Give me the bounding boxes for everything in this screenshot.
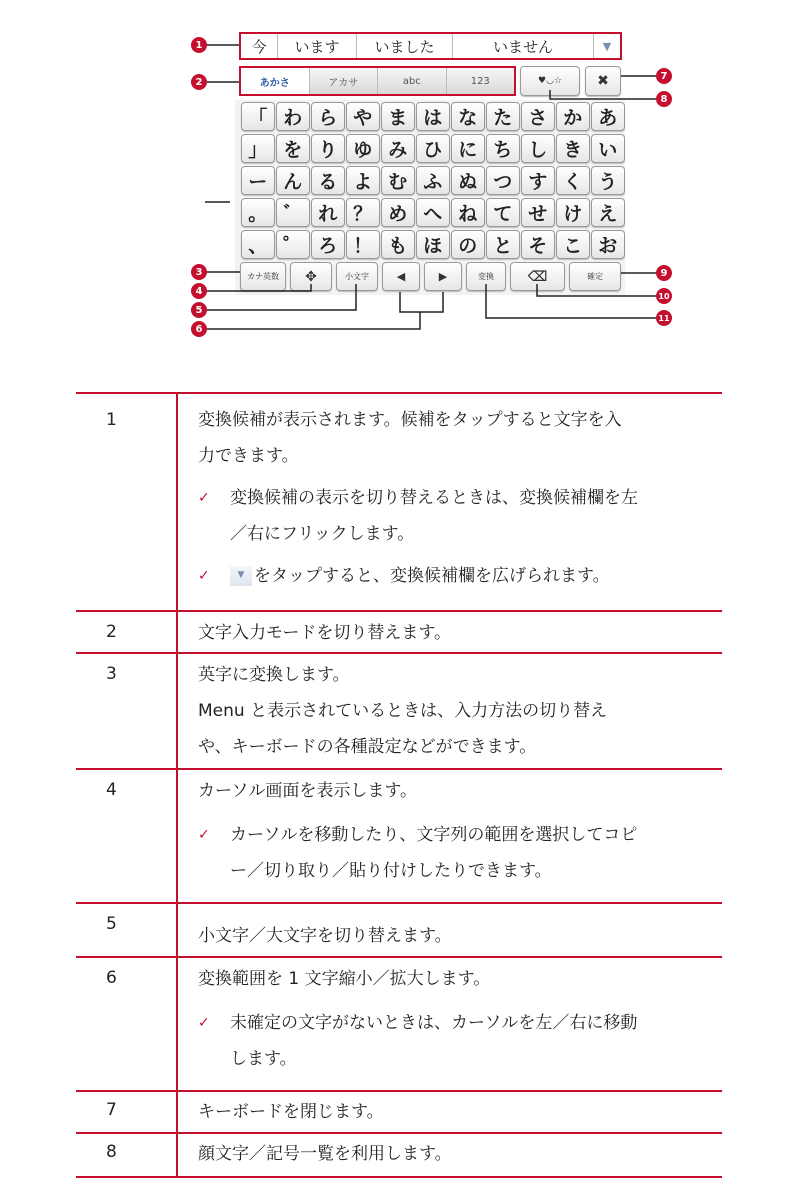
kana-key[interactable]: こ [556, 230, 590, 259]
cursor-move-icon[interactable]: ✥ [290, 262, 332, 291]
kana-key[interactable]: い [591, 134, 625, 163]
kana-key[interactable]: た [486, 102, 520, 131]
table-row [76, 1090, 722, 1134]
expand-right-icon[interactable]: ▶ [424, 262, 462, 291]
kana-key[interactable]: ろ [311, 230, 345, 259]
mode-number-tab[interactable]: 123 [447, 68, 515, 94]
kana-key[interactable]: ほ [416, 230, 450, 259]
row-number: 1 [106, 410, 117, 430]
kana-key[interactable]: き [556, 134, 590, 163]
check-icon: ✓ [198, 568, 210, 584]
kana-key[interactable]: し [521, 134, 555, 163]
row-number: 2 [106, 622, 117, 642]
table-row [76, 956, 722, 1092]
kana-key[interactable]: や [346, 102, 380, 131]
kana-key[interactable]: も [381, 230, 415, 259]
close-keyboard-button[interactable]: ✖ [585, 66, 621, 96]
candidate-item[interactable]: いました [357, 34, 453, 58]
kana-key[interactable]: わ [276, 102, 310, 131]
callout-badge: 3 [191, 264, 207, 280]
row-description: 変換範囲を 1 文字縮小／拡大します。 ✓ 未確定の文字がないときは、カーソルを左／右に移動 します。 [198, 961, 708, 1077]
candidate-item[interactable]: います [278, 34, 357, 58]
keyboard-figure [0, 0, 810, 360]
row-number: 6 [106, 968, 117, 988]
callout-badge: 4 [191, 283, 207, 299]
kana-key[interactable]: ら [311, 102, 345, 131]
mode-hiragana-tab[interactable]: あかさ [241, 68, 310, 94]
note-item: ✓ 変換候補の表示を切り替えるときは、変換候補欄を左 ／右にフリックします。 [198, 480, 708, 552]
kana-key[interactable]: せ [521, 198, 555, 227]
check-icon: ✓ [198, 827, 210, 843]
kana-key[interactable]: ま [381, 102, 415, 131]
table-row [76, 902, 722, 958]
row-description: 文字入力モードを切り替えます。 [198, 623, 451, 643]
row-number: 4 [106, 780, 117, 800]
kana-key[interactable]: 、 [241, 230, 275, 259]
table-row [76, 768, 722, 904]
kana-key[interactable]: へ [416, 198, 450, 227]
table-row [76, 652, 722, 770]
kana-key[interactable]: む [381, 166, 415, 195]
callout-badge: 2 [191, 74, 207, 90]
kana-key[interactable]: る [311, 166, 345, 195]
kana-key[interactable]: ー [241, 166, 275, 195]
kana-key[interactable]: に [451, 134, 485, 163]
kana-key[interactable]: そ [521, 230, 555, 259]
callout-badge: 1 [191, 37, 207, 53]
kana-key[interactable]: て [486, 198, 520, 227]
mode-katakana-tab[interactable]: アカサ [310, 68, 379, 94]
kana-key[interactable]: 」 [241, 134, 275, 163]
callout-lines [0, 0, 810, 360]
note-item: ✓ カーソルを移動したり、文字列の範囲を選択してコピ ー／切り取り／貼り付けしたりできます。 [198, 817, 708, 889]
kana-key[interactable]: ゆ [346, 134, 380, 163]
callout-badge: 8 [656, 91, 672, 107]
candidates-expand-icon[interactable]: ▼ [602, 39, 612, 53]
kana-key[interactable]: 「 [241, 102, 275, 131]
row-description: キーボードを閉じます。 [198, 1102, 384, 1122]
kana-key[interactable]: お [591, 230, 625, 259]
kana-key[interactable]: さ [521, 102, 555, 131]
kana-key[interactable]: を [276, 134, 310, 163]
kana-key[interactable]: り [311, 134, 345, 163]
delete-icon[interactable]: ⌫ [510, 262, 565, 291]
kana-key[interactable]: ？ [346, 198, 380, 227]
kana-key[interactable]: ん [276, 166, 310, 195]
row-description: 小文字／大文字を切り替えます。 [198, 926, 452, 946]
candidate-item[interactable]: 今 [241, 34, 278, 58]
table-row [76, 392, 722, 612]
kana-key[interactable]: め [381, 198, 415, 227]
kana-key[interactable]: は [416, 102, 450, 131]
kana-eisu-button[interactable]: カナ英数 [240, 262, 286, 291]
kana-key[interactable]: か [556, 102, 590, 131]
kana-key[interactable]: つ [486, 166, 520, 195]
callout-badge: 10 [656, 288, 672, 304]
note-item: ✓ ▼ をタップすると、変換候補欄を広げられます。 [198, 558, 708, 594]
shrink-left-icon[interactable]: ◀ [382, 262, 420, 291]
table-row [76, 610, 722, 654]
symbol-list-button[interactable]: ♥︎◡☆ [520, 66, 580, 96]
check-icon: ✓ [198, 1015, 210, 1031]
kana-key[interactable]: ゛ [276, 198, 310, 227]
row-description: カーソル画面を表示します。 ✓ カーソルを移動したり、文字列の範囲を選択してコピ ー／切り取り／貼り付けしたりできます。 [198, 773, 708, 889]
kana-key[interactable]: あ [591, 102, 625, 131]
kana-key[interactable]: ち [486, 134, 520, 163]
kana-key[interactable]: け [556, 198, 590, 227]
kana-key[interactable]: 。 [241, 198, 275, 227]
convert-button[interactable]: 変換 [466, 262, 506, 291]
kana-key[interactable]: み [381, 134, 415, 163]
candidate-item[interactable]: いません [453, 34, 594, 58]
kana-key[interactable]: う [591, 166, 625, 195]
kana-key[interactable]: と [486, 230, 520, 259]
expand-arrow-icon: ▼ [230, 566, 252, 586]
kana-key[interactable]: ぬ [451, 166, 485, 195]
row-description: 顔文字／記号一覧を利用します。 [198, 1144, 452, 1164]
row-number: 3 [106, 664, 117, 684]
kana-key[interactable]: ひ [416, 134, 450, 163]
kana-key[interactable]: ゜ [276, 230, 310, 259]
row-number: 8 [106, 1142, 117, 1162]
note-item: ✓ 未確定の文字がないときは、カーソルを左／右に移動 します。 [198, 1005, 708, 1077]
kana-key[interactable]: ！ [346, 230, 380, 259]
kana-key[interactable]: ね [451, 198, 485, 227]
callout-badge: 11 [656, 310, 672, 326]
row-description: 英字に変換します。 Menu と表示されているときは、入力方法の切り替え や、キーボードの各種設定などができます。 [198, 665, 608, 757]
kana-key[interactable]: く [556, 166, 590, 195]
confirm-button[interactable]: 確定 [569, 262, 621, 291]
kana-key[interactable]: え [591, 198, 625, 227]
kana-key[interactable]: よ [346, 166, 380, 195]
kana-key[interactable]: な [451, 102, 485, 131]
callout-badge: 7 [656, 68, 672, 84]
small-char-button[interactable]: 小文字 [336, 262, 378, 291]
row-number: 5 [106, 914, 117, 934]
kana-key[interactable]: す [521, 166, 555, 195]
callout-badge: 9 [656, 265, 672, 281]
kana-key[interactable]: ふ [416, 166, 450, 195]
row-number: 7 [106, 1100, 117, 1120]
kana-key[interactable]: の [451, 230, 485, 259]
callout-badge: 5 [191, 302, 207, 318]
mode-alphabet-tab[interactable]: abc [378, 68, 447, 94]
row-description: 変換候補が表示されます。候補をタップすると文字を入 力できます。 ✓ 変換候補の表示を切り替えるときは、変換候補欄を左 ／右にフリックします。 ✓ ▼ をタップすると、変換候補欄を広げられます。 [198, 402, 708, 594]
check-icon: ✓ [198, 490, 210, 506]
callout-badge: 6 [191, 321, 207, 337]
table-row [76, 1132, 722, 1178]
kana-key[interactable]: れ [311, 198, 345, 227]
